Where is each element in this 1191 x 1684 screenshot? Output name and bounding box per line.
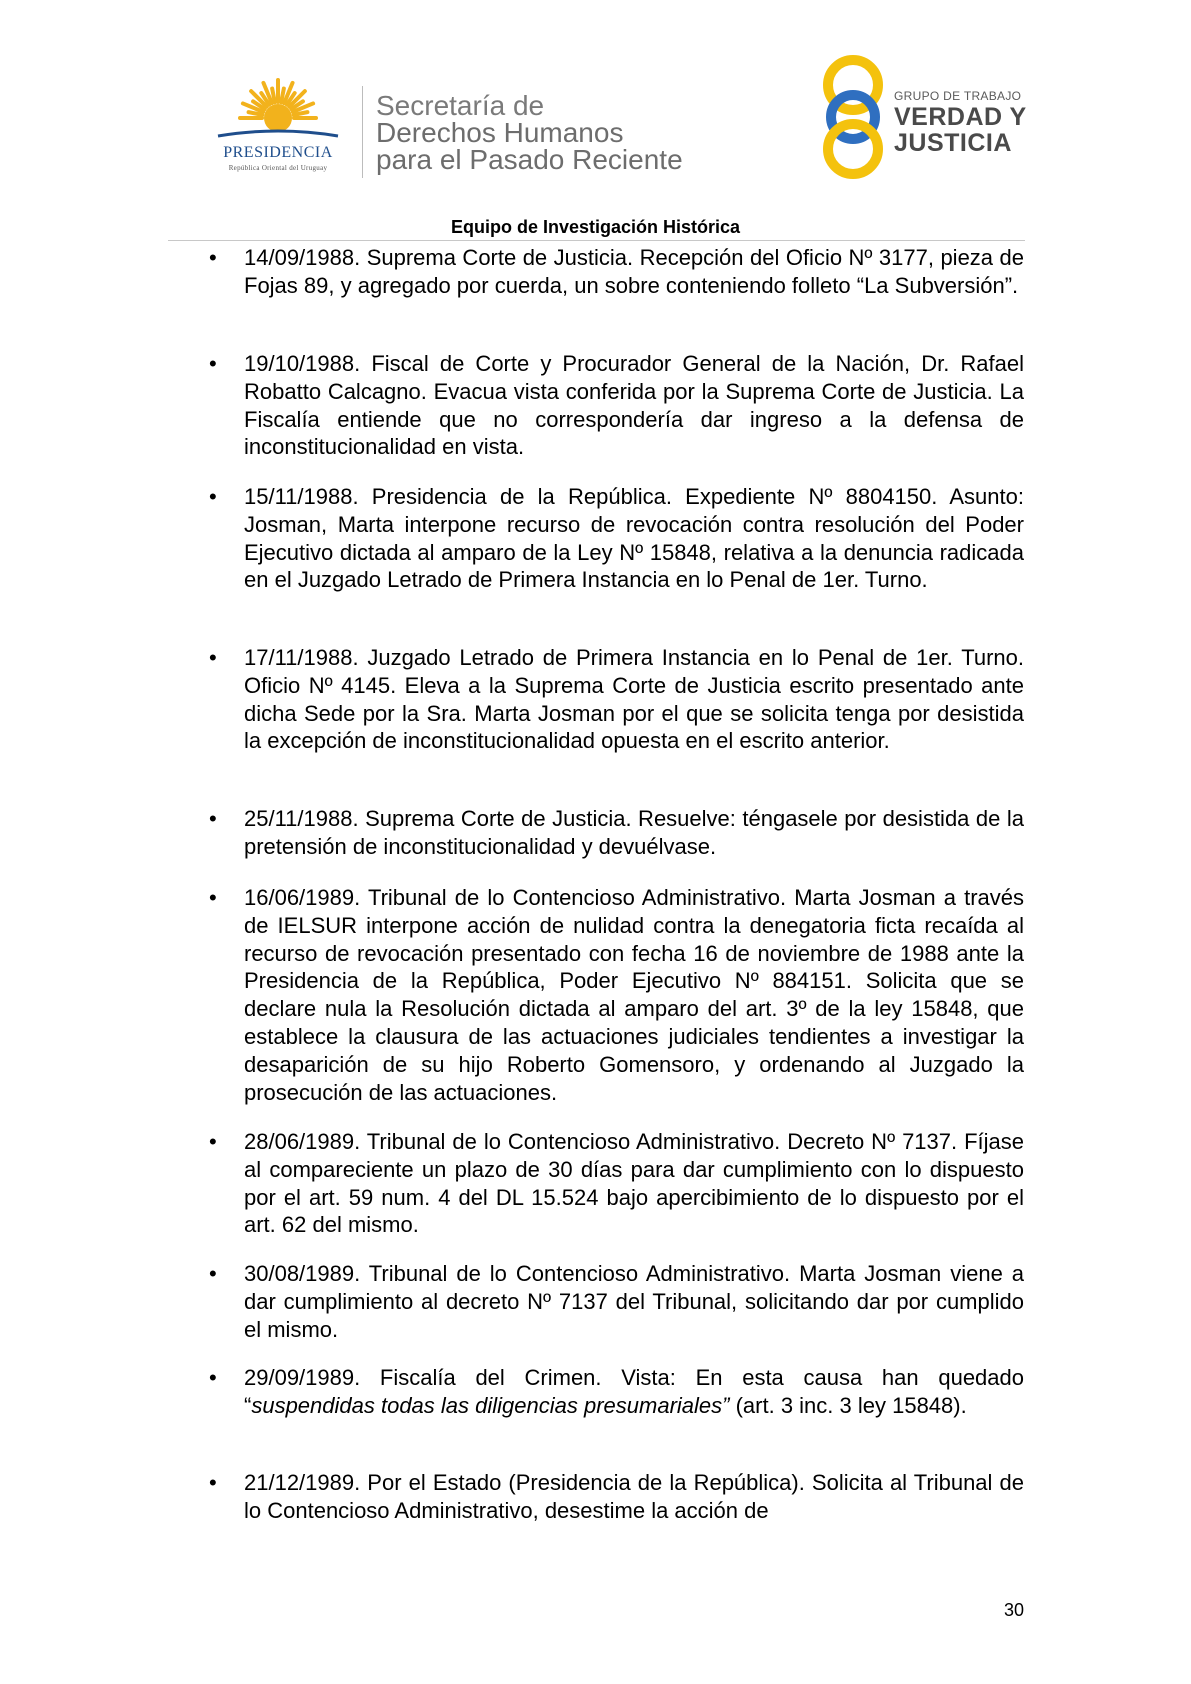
- list-item: [209, 1469, 1024, 1525]
- secretaria-line-3: para el Pasado Reciente: [376, 144, 683, 175]
- list-item: [209, 1128, 1024, 1239]
- entry-text: 28/06/1989. Tribunal de lo Contencioso Administrativo. Decreto Nº 7137. Fíjase al compareciente un plazo de 30 días para dar cumplimiento con lo dispuesto por el art. 59 num. 4 del DL 15.524 bajo apercibimiento de lo dispuesto por el art. 62 del mismo.: [244, 1129, 1024, 1238]
- entry-text: 16/06/1989. Tribunal de lo Contencioso Administrativo. Marta Josman a través de IELSUR interpone acción de nulidad contra la denegatoria ficta recaída al recurso de revocación presentado con fecha 16 de noviembre de 1988 ante la Presidencia de la República, Poder Ejecutivo Nº 884151. Solicita que se declare nula la Resolución dictada al amparo del art. 3º de la ley 15848, que establece la clausura de las actuaciones judiciales tendientes a investigar la desaparición de su hijo Roberto Gomensoro, y ordenando al Juzgado la prosecución de las actuaciones.: [244, 885, 1024, 1105]
- entry-text: 15/11/1988. Presidencia de la República. Expediente Nº 8804150. Asunto: Josman, Marta interpone recurso de revocación contra resolución del Poder Ejecutivo dictada al amparo de la Ley Nº 15848, relativa a la denuncia radicada en el Juzgado Letrado de Primera Instancia en lo Penal de 1er. Turno.: [244, 484, 1024, 593]
- entry-text: 14/09/1988. Suprema Corte de Justicia. Recepción del Oficio Nº 3177, pieza de Fojas 89, y agregado por cuerda, un sobre conteniendo folleto “La Subversión”.: [244, 245, 1024, 298]
- bullet-icon: •: [209, 806, 217, 831]
- list-item: [209, 644, 1024, 755]
- presidencia-subtitle: República Oriental del Uruguay: [228, 164, 328, 172]
- list-item: [209, 884, 1024, 1106]
- section-header: Equipo de Investigación Histórica: [450, 217, 741, 237]
- page-number: 30: [1004, 1600, 1025, 1620]
- secretaria-line-1: Secretaría de: [376, 90, 545, 121]
- bullet-icon: •: [209, 645, 217, 670]
- entry-text: 19/10/1988. Fiscal de Corte y Procurador General de la Nación, Dr. Rafael Robatto Calcagno. Evacua vista conferida por la Suprema Corte de Justicia. La Fiscalía entiende que no correspondería dar ingreso a la defensa de inconstitucionalidad en vista.: [244, 351, 1024, 460]
- entry-text: 25/11/1988. Suprema Corte de Justicia. Resuelve: téngasele por desistida de la pretensión de inconstitucionalidad y devuélvase.: [244, 806, 1024, 859]
- entry-quote-italic: suspendidas todas las diligencias presumariales”: [251, 1392, 730, 1418]
- bullet-icon: •: [209, 245, 217, 270]
- bullet-icon: •: [209, 351, 217, 376]
- list-item: [209, 1260, 1024, 1343]
- bullet-icon: •: [209, 1365, 217, 1390]
- grupo-de-trabajo-label: GRUPO DE TRABAJO: [894, 89, 1022, 103]
- entry-text-start: 29/09/1989. Fiscalía del Crimen. Vista: En esta causa han quedado “: [244, 1365, 1024, 1418]
- secretaria-line-2: Derechos Humanos: [376, 117, 624, 148]
- list-item: [209, 1364, 1024, 1420]
- verdad-label: VERDAD Y: [894, 103, 1027, 131]
- entry-text: [244, 1364, 1024, 1420]
- list-item: [209, 483, 1024, 594]
- entry-text-end: (art. 3 inc. 3 ley 15848).: [729, 1392, 967, 1418]
- bullet-icon: •: [209, 484, 217, 509]
- list-item: [209, 244, 1024, 300]
- justicia-label: JUSTICIA: [894, 129, 1012, 157]
- bullet-icon: •: [209, 1129, 217, 1154]
- bullet-icon: •: [209, 885, 217, 910]
- presidencia-name: PRESIDENCIA: [223, 144, 333, 161]
- list-item: [209, 805, 1024, 861]
- list-item: [209, 350, 1024, 461]
- bullet-icon: •: [209, 1470, 217, 1495]
- bullet-icon: •: [209, 1261, 217, 1286]
- entry-text: 21/12/1989. Por el Estado (Presidencia de la República). Solicita al Tribunal de lo Contencioso Administrativo, desestime la acción de: [244, 1470, 1024, 1523]
- entry-text: 30/08/1989. Tribunal de lo Contencioso Administrativo. Marta Josman viene a dar cumplimiento al decreto Nº 7137 del Tribunal, solicitando dar por cumplido el mismo.: [244, 1261, 1024, 1342]
- entry-text: 17/11/1988. Juzgado Letrado de Primera Instancia en lo Penal de 1er. Turno. Oficio Nº 4145. Eleva a la Suprema Corte de Justicia escrito presentado ante dicha Sede por la Sra. Marta Josman por el que se solicita tenga por desistida la excepción de inconstitucionalidad opuesta en el escrito anterior.: [244, 645, 1024, 754]
